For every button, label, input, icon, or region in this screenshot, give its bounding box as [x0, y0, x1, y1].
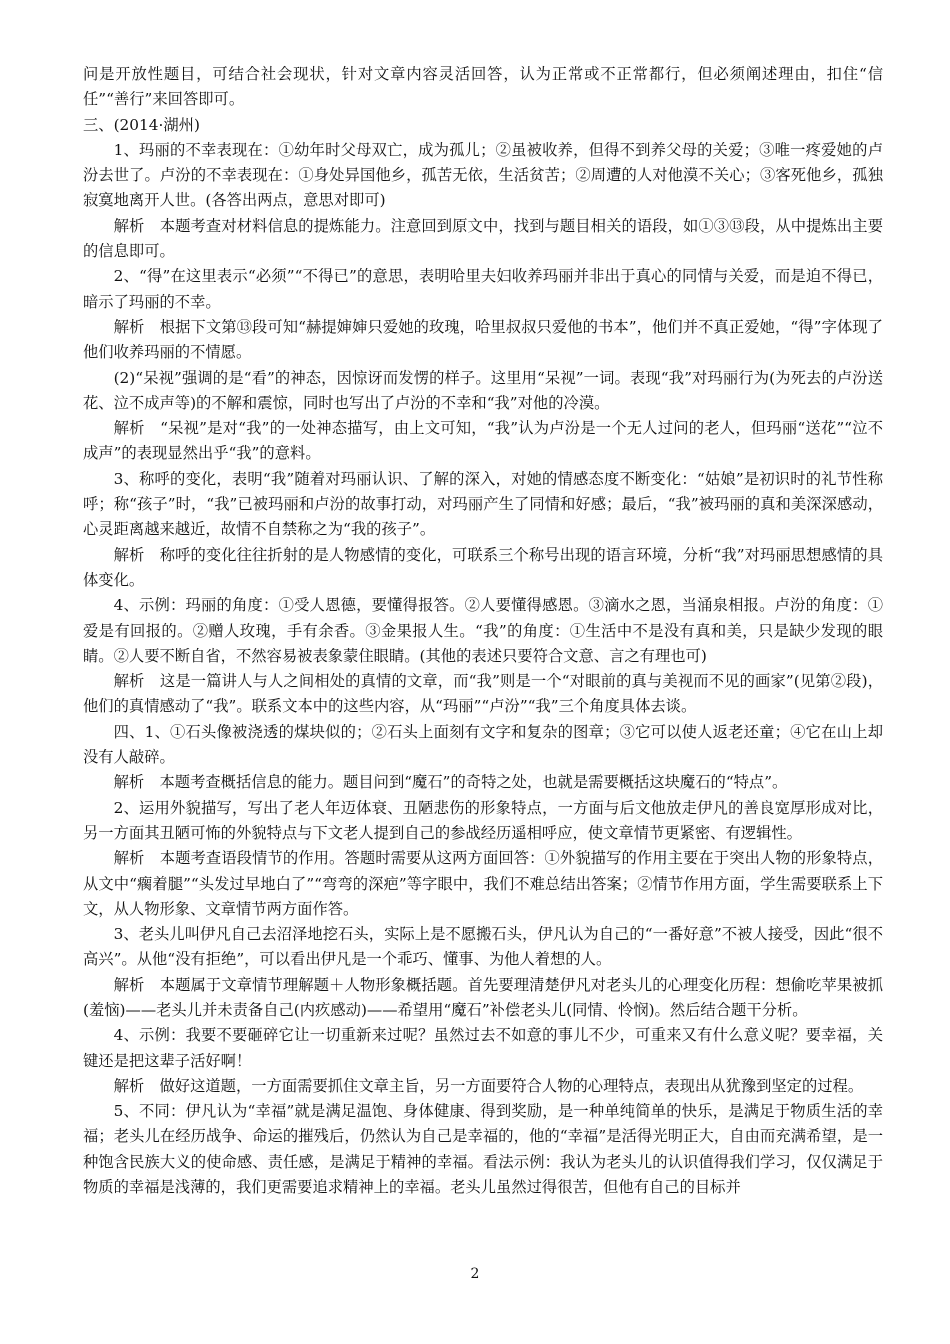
- answer-paragraph: (2)“呆视”强调的是“看”的神态，因惊讶而发愣的样子。这里用“呆视”一词。表现“我”对玛丽行为(为死去的卢汾送花、泣不成声等)的不解和震惊，同时也写出了卢汾的不幸和“我”对他的冷漠。: [83, 368, 883, 412]
- analysis-paragraph: 解析 这是一篇讲人与人之间相处的真情的文章，而“我”则是一个“对眼前的真与美视而不见的画家”(见第②段)，他们的真情感动了“我”。联系文本中的这些内容，从“玛丽”“卢汾”“我”三个角度具体去谈。: [83, 672, 883, 716]
- answer-paragraph: 3、老头儿叫伊凡自己去沼泽地挖石头，实际上是不愿搬石头，伊凡认为自己的“一番好意”不被人接受，因此“很不高兴”。从他“没有拒绝”，可以看出伊凡是一个乖巧、懂事、为他人着想的人。: [83, 925, 883, 969]
- document-body: [83, 62, 883, 1200]
- answer-paragraph: 3、称呼的变化，表明“我”随着对玛丽认识、了解的深入，对她的情感态度不断变化：“姑娘”是初识时的礼节性称呼；称“孩子”时，“我”已被玛丽和卢汾的故事打动，对玛丽产生了同情和好感；最后，“我”被玛丽的真和美深深感动，心灵距离越来越近，故情不自禁称之为“我的孩子”。: [83, 469, 883, 539]
- page-number: 2: [470, 1266, 480, 1282]
- answer-paragraph: 4、示例：玛丽的角度：①受人恩德，要懂得报答。②人要懂得感恩。③滴水之恩，当涌泉相报。卢汾的角度：①爱是有回报的。②赠人玫瑰，手有余香。③金果报人生。“我”的角度：①生活中不是没有真和美，只是缺少发现的眼睛。②人要不断自省，不然容易被表象蒙住眼睛。(其他的表述只要符合文意、言之有理也可): [83, 596, 883, 665]
- analysis-paragraph: 解析 “呆视”是对“我”的一处神态描写，由上文可知，“我”认为卢汾是一个无人过问的老人，但玛丽“送花”“泣不成声”的表现显然出乎“我”的意料。: [83, 419, 883, 463]
- answer-paragraph: 四、1、①石头像被浇透的煤块似的；②石头上面刻有文字和复杂的图章；③它可以使人返老还童；④它在山上却没有人敲碎。: [83, 722, 883, 767]
- analysis-paragraph: 解析 做好这道题，一方面需要抓住文章主旨，另一方面要符合人物的心理特点，表现出从犹豫到坚定的过程。: [113, 1076, 864, 1095]
- paragraph: 问是开放性题目，可结合社会现状，针对文章内容灵活回答，认为正常或不正常都行，但必须阐述理由，扣住“信任”“善行”来回答即可。: [83, 65, 883, 109]
- analysis-paragraph: 解析 本题考查概括信息的能力。题目问到“魔石”的奇特之处，也就是需要概括这块魔石的“特点”。: [113, 773, 788, 792]
- answer-paragraph: 5、不同：伊凡认为“幸福”就是满足温饱、身体健康、得到奖励，是一种单纯简单的快乐，是满足于物质生活的幸福；老头儿在经历战争、命运的摧残后，仍然认为自己是幸福的，他的“幸福”是活得光明正大，自由而充满希望，是一种饱含民族大义的使命感、责任感，是满足于精神的幸福。看法示例：我认为老头儿的认识值得我们学习，仅仅满足于物质的幸福是浅薄的，我们更需要追求精神上的幸福。老头儿虽然过得很苦，但他有自己的目标并: [83, 1102, 883, 1197]
- answer-paragraph: 2、“得”在这里表示“必须”“不得已”的意思，表明哈里夫妇收养玛丽并非出于真心的同情与关爱，而是迫不得已，暗示了玛丽的不幸。: [83, 267, 883, 311]
- answer-paragraph: 2、运用外貌描写，写出了老人年迈体衰、丑陋悲伤的形象特点，一方面与后文他放走伊凡的善良宽厚形成对比，另一方面其丑陋可怖的外貌特点与下文老人提到自己的参战经历遥相呼应，使文章情节更紧密、有逻辑性。: [83, 798, 883, 842]
- analysis-paragraph: 解析 本题考查语段情节的作用。答题时需要从这两方面回答：①外貌描写的作用主要在于突出人物的形象特点，从文中“瘸着腿”“头发过早地白了”“弯弯的深疤”等字眼中，我们不难总结出答案；②情节作用方面，学生需要联系上下文，从人物形象、文章情节两方面作答。: [83, 849, 883, 918]
- answer-paragraph: 4、示例：我要不要砸碎它让一切重新来过呢？虽然过去不如意的事儿不少，可重来又有什么意义呢？要幸福，关键还是把这辈子活好啊！: [83, 1026, 883, 1070]
- analysis-paragraph: 解析 本题属于文章情节理解题＋人物形象概括题。首先要理清楚伊凡对老头儿的心理变化历程：想偷吃苹果被抓(羞恼)——老头儿并未责备自己(内疚感动)——希望用“魔石”补偿老头儿(同情、怜悯)。然后结合题干分析。: [83, 975, 883, 1019]
- answer-paragraph: 1、玛丽的不幸表现在：①幼年时父母双亡，成为孤儿；②虽被收养，但得不到养父母的关爱；③唯一疼爱她的卢汾去世了。卢汾的不幸表现在：①身处异国他乡，孤苦无依，生活贫苦；②周遭的人对他漠不关心；③客死他乡，孤独寂寞地离开人世。(各答出两点，意思对即可): [83, 140, 883, 210]
- analysis-paragraph: 解析 根据下文第⑬段可知“赫提婶婶只爱她的玫瑰，哈里叔叔只爱他的书本”，他们并不真正爱她，“得”字体现了他们收养玛丽的不情愿。: [83, 317, 883, 362]
- analysis-paragraph: 解析 本题考查对材料信息的提炼能力。注意回到原文中，找到与题目相关的语段，如①③⑬段，从中提炼出主要的信息即可。: [83, 216, 883, 261]
- section-heading: 三、(2014·湖州): [83, 115, 200, 134]
- analysis-paragraph: 解析 称呼的变化往往折射的是人物感情的变化，可联系三个称号出现的语言环境，分析“我”对玛丽思想感情的具体变化。: [83, 545, 883, 589]
